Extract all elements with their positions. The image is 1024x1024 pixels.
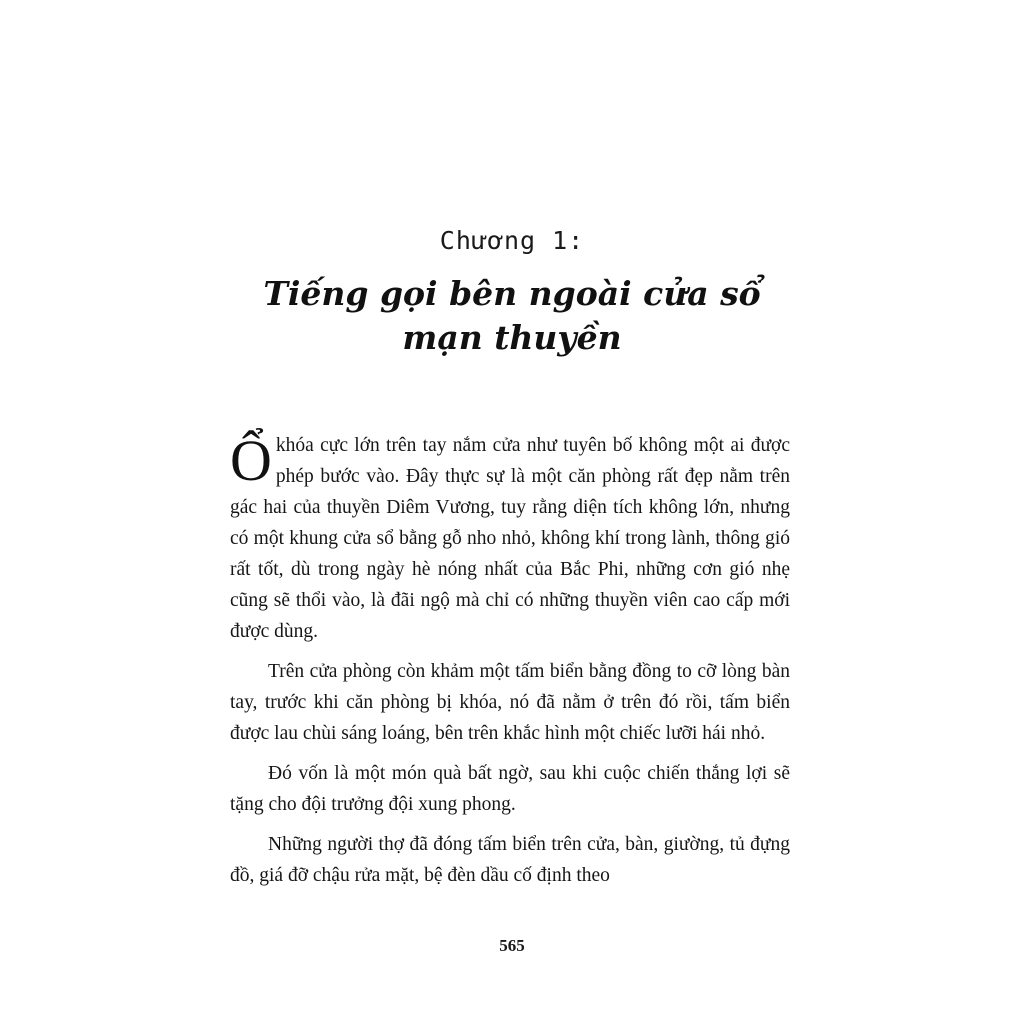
paragraph-2: Trên cửa phòng còn khảm một tấm biển bằng đồng to cỡ lòng bàn tay, trước khi căn phòng bị khóa, nó đã nằm ở trên đó rồi, tấm biển được lau chùi sáng loáng, bên trên khắc hình một chiếc lưỡi hái nhỏ.	[230, 661, 790, 744]
drop-cap: Ổ	[230, 428, 272, 493]
chapter-label: Chương 1:	[439, 226, 585, 255]
paragraph-3: Đó vốn là một món quà bất ngờ, sau khi cuộc chiến thắng lợi sẽ tặng cho đội trưởng đội xung phong.	[230, 763, 790, 815]
paragraph-1	[230, 430, 790, 647]
paragraph-1-text: khóa cực lớn trên tay nắm cửa như tuyên bố không một ai được phép bước vào. Đây thực sự là một căn phòng rất đẹp nằm trên gác hai của thuyền Diêm Vương, tuy rằng diện tích không lớn, nhưng có một khung cửa sổ bằng gỗ nho nhỏ, không khí trong lành, thông gió rất tốt, dù trong ngày hè nóng nhất của Bắc Phi, những cơn gió nhẹ cũng sẽ thổi vào, là đãi ngộ mà chỉ có những thuyền viên cao cấp mới được dùng.	[230, 435, 790, 642]
page-number: 565	[499, 936, 525, 955]
paragraph-4: Những người thợ đã đóng tấm biển trên cửa, bàn, giường, tủ đựng đồ, giá đỡ chậu rửa mặt, bệ đèn dầu cố định theo	[230, 834, 790, 886]
chapter-title	[0, 272, 1024, 360]
chapter-title-line-2: mạn thuyền	[402, 318, 622, 357]
body-text	[230, 430, 790, 900]
chapter-title-line-1: Tiếng gọi bên ngoài cửa sổ	[263, 274, 761, 313]
